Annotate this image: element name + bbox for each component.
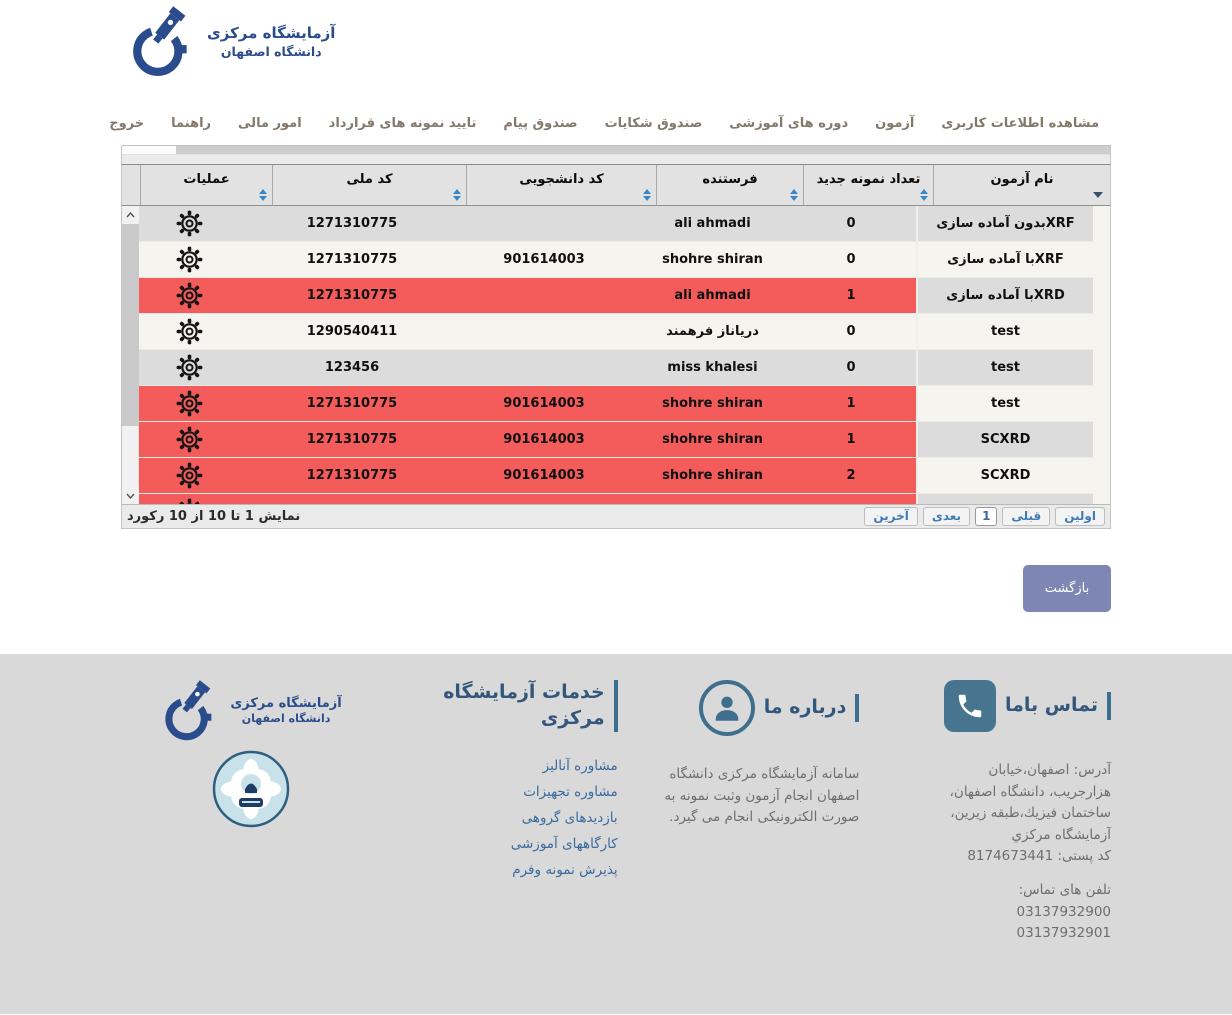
- microscope-icon: [127, 6, 199, 78]
- column-label: فرستنده: [702, 172, 758, 187]
- back-button[interactable]: بازگشت: [1023, 565, 1111, 612]
- nav-menu: [109, 112, 1111, 145]
- cell-student-code: [449, 494, 639, 504]
- samples-table: [121, 145, 1111, 529]
- row-operations-button[interactable]: [123, 386, 255, 421]
- row-operations-button[interactable]: [123, 206, 255, 241]
- table-row: [122, 242, 1093, 278]
- cell-test-name: SCXRD: [916, 458, 1093, 493]
- page-header: [121, 0, 1111, 112]
- person-icon: [699, 680, 755, 736]
- cell-student-code: 901614003: [449, 422, 639, 457]
- pagination-current-page[interactable]: 1: [975, 507, 997, 526]
- nav-item[interactable]: آزمون: [875, 116, 915, 131]
- gear-icon: [176, 354, 203, 381]
- cell-student-code: [449, 314, 639, 349]
- pagination: [864, 507, 1105, 526]
- column-header-operations[interactable]: [140, 165, 272, 205]
- site-logo: [127, 6, 335, 78]
- column-header-national-code[interactable]: [272, 165, 466, 205]
- service-link[interactable]: بازدیدهای گروهی: [521, 810, 618, 826]
- logo-subtitle: دانشگاه اصفهان: [241, 712, 331, 726]
- row-operations-button[interactable]: [123, 350, 255, 385]
- cell-national-code: 123456: [255, 350, 449, 385]
- service-link[interactable]: مشاوره آنالیز: [542, 758, 618, 774]
- table-row: [122, 422, 1093, 458]
- service-link[interactable]: مشاوره تجهیزات: [523, 784, 618, 800]
- pagination-prev-button[interactable]: قبلی: [1002, 507, 1050, 526]
- table-top-strip: [122, 155, 1110, 164]
- horizontal-scrollbar[interactable]: [122, 146, 1110, 155]
- services-heading-label: خدمات آزمایشگاه مرکزی: [443, 681, 605, 729]
- phones-label: تلفن های تماس:: [1018, 881, 1111, 898]
- cell-student-code: 901614003: [449, 386, 639, 421]
- cell-national-code: 1271310775: [255, 278, 449, 313]
- cell-sender: ali ahmadi: [639, 206, 786, 241]
- table-row: [122, 458, 1093, 494]
- cell-national-code: 1271310775: [255, 422, 449, 457]
- table-header-row: [122, 164, 1110, 206]
- cell-national-code: [255, 494, 449, 504]
- logo-title: آزمایشگاه مرکزی: [207, 24, 336, 43]
- nav-item[interactable]: خروج: [109, 116, 145, 131]
- column-label: عملیات: [183, 172, 230, 187]
- column-header-test-name[interactable]: [933, 165, 1110, 205]
- row-operations-button[interactable]: [123, 314, 255, 349]
- pagination-next-button[interactable]: بعدی: [923, 507, 970, 526]
- gear-icon: [176, 282, 203, 309]
- cell-student-code: [449, 206, 639, 241]
- scroll-down-arrow-icon[interactable]: [122, 487, 139, 504]
- cell-new-sample-count: 1: [786, 278, 916, 313]
- cell-sender: shohre shiran: [639, 422, 786, 457]
- table-body: [122, 206, 1110, 504]
- contact-heading-label: تماس باما: [1004, 694, 1098, 717]
- footer-logos-section: [121, 680, 381, 945]
- address-line: آزمایشگاه مركزي: [1011, 826, 1111, 843]
- horizontal-scrollbar-thumb[interactable]: [176, 146, 1110, 154]
- column-header-sender[interactable]: [656, 165, 803, 205]
- sort-arrows-icon[interactable]: [643, 189, 651, 201]
- cell-sender: دریاناز فرهمند: [639, 314, 786, 349]
- table-footer-bar: [122, 504, 1110, 528]
- phone-number: 03137932901: [1016, 925, 1111, 942]
- footer-services-section: [418, 680, 618, 945]
- column-header-student-code[interactable]: [466, 165, 656, 205]
- contact-address: [896, 760, 1111, 868]
- cell-student-code: [449, 350, 639, 385]
- gear-icon: [176, 318, 203, 345]
- cell-new-sample-count: 0: [786, 206, 916, 241]
- site-logo-text: [207, 23, 335, 60]
- footer-logo-text: [230, 695, 341, 727]
- vertical-scrollbar-thumb[interactable]: [122, 224, 139, 426]
- footer-site-logo: [160, 680, 341, 742]
- cell-test-name: SCXRD: [916, 422, 1093, 457]
- address-line: ساختمان فیزیك،طبقه زیرین،: [950, 805, 1111, 822]
- cell-sender: shohre shiran: [639, 458, 786, 493]
- cell-student-code: [449, 278, 639, 313]
- university-seal-icon: [212, 750, 290, 828]
- address-line: هزارجریب، دانشگاه اصفهان،: [949, 783, 1111, 800]
- cell-new-sample-count: [786, 494, 916, 504]
- cell-new-sample-count: 0: [786, 350, 916, 385]
- about-heading: [654, 680, 859, 736]
- heading-bar: [1107, 692, 1111, 720]
- filter-dropdown-icon[interactable]: [1093, 192, 1103, 198]
- service-link[interactable]: کارگاههای آموزشی: [510, 836, 618, 852]
- sort-arrows-icon[interactable]: [790, 189, 798, 201]
- address-line: کد پستی: 8174673441: [967, 848, 1111, 865]
- logo-title: آزمایشگاه مرکزی: [230, 695, 342, 711]
- contact-phones: [896, 880, 1111, 945]
- pagination-first-button[interactable]: اولین: [1055, 507, 1105, 526]
- row-operations-button[interactable]: [123, 278, 255, 313]
- phone-icon: [944, 680, 996, 732]
- gear-icon: [176, 210, 203, 237]
- row-operations-button[interactable]: [123, 242, 255, 277]
- cell-sender: shohre shiran: [639, 242, 786, 277]
- cell-test-name: test: [916, 314, 1093, 349]
- gear-icon: [176, 498, 203, 504]
- cell-sender: [639, 494, 786, 504]
- gear-icon: [176, 390, 203, 417]
- cell-test-name: XRFبا آماده سازی: [916, 242, 1093, 277]
- nav-item[interactable]: راهنما: [171, 116, 212, 131]
- about-heading-label: درباره ما: [763, 696, 847, 719]
- cell-national-code: 1290540411: [255, 314, 449, 349]
- row-operations-button[interactable]: [123, 458, 255, 493]
- footer-about-section: [654, 680, 859, 945]
- nav-item[interactable]: تایید نمونه های قرارداد: [328, 116, 477, 131]
- logo-subtitle: دانشگاه اصفهان: [220, 43, 322, 59]
- cell-new-sample-count: 0: [786, 242, 916, 277]
- heading-bar: [855, 694, 859, 722]
- column-label: کد ملی: [346, 172, 393, 187]
- table-row: [122, 350, 1093, 386]
- cell-new-sample-count: 1: [786, 422, 916, 457]
- column-header-new-sample-count[interactable]: [803, 165, 933, 205]
- column-label: تعداد نمونه جدید: [816, 172, 921, 187]
- cell-national-code: 1271310775: [255, 386, 449, 421]
- cell-new-sample-count: 1: [786, 386, 916, 421]
- microscope-icon: [160, 680, 222, 742]
- column-label: نام آزمون: [990, 172, 1054, 187]
- pagination-last-button[interactable]: آخرین: [864, 507, 918, 526]
- nav-item[interactable]: دوره های آموزشی: [729, 116, 849, 131]
- nav-item[interactable]: صندوق شکایات: [604, 116, 703, 131]
- records-info: نمایش 1 تا 10 از 10 رکورد: [127, 509, 301, 524]
- cell-student-code: 901614003: [449, 242, 639, 277]
- scroll-up-arrow-icon[interactable]: [122, 206, 139, 223]
- sort-arrows-icon[interactable]: [453, 189, 461, 201]
- contact-heading: [896, 680, 1111, 732]
- cell-national-code: 1271310775: [255, 242, 449, 277]
- gear-icon: [176, 426, 203, 453]
- cell-student-code: 901614003: [449, 458, 639, 493]
- cell-test-name: test: [916, 350, 1093, 385]
- services-links: [418, 758, 618, 878]
- page-footer: [0, 654, 1232, 1014]
- row-operations-button[interactable]: [123, 422, 255, 457]
- nav-item[interactable]: امور مالی: [238, 116, 302, 131]
- address-line: آدرس: اصفهان،خیابان: [988, 762, 1111, 778]
- phone-number: 03137932900: [1016, 903, 1111, 920]
- table-row: [122, 386, 1093, 422]
- cell-test-name: [916, 494, 1093, 504]
- vertical-scrollbar[interactable]: [122, 206, 139, 504]
- table-row: [122, 314, 1093, 350]
- cell-national-code: 1271310775: [255, 206, 449, 241]
- nav-item[interactable]: مشاهده اطلاعات کاربری: [941, 116, 1099, 131]
- row-operations-button[interactable]: [123, 494, 255, 504]
- cell-new-sample-count: 2: [786, 458, 916, 493]
- nav-item[interactable]: صندوق پیام: [503, 116, 578, 131]
- cell-new-sample-count: 0: [786, 314, 916, 349]
- footer-contact-section: [896, 680, 1111, 945]
- table-row: [122, 494, 1093, 504]
- cell-national-code: 1271310775: [255, 458, 449, 493]
- cell-sender: shohre shiran: [639, 386, 786, 421]
- service-link[interactable]: پذیرش نمونه وفرم: [512, 862, 618, 878]
- header-scrollbar-gap: [122, 165, 139, 205]
- table-row: [122, 206, 1093, 242]
- gear-icon: [176, 462, 203, 489]
- table-row: [122, 278, 1093, 314]
- cell-test-name: XRDبا آماده سازی: [916, 278, 1093, 313]
- cell-sender: ali ahmadi: [639, 278, 786, 313]
- gear-icon: [176, 246, 203, 273]
- cell-test-name: XRFبدون آماده سازی: [916, 206, 1093, 241]
- about-text: سامانه آزمایشگاه مرکزی دانشگاه اصفهان انجام آزمون وثبت نمونه به صورت الکترونیکی انجام می گیرد.: [664, 766, 860, 826]
- heading-bar: [614, 680, 618, 732]
- cell-sender: miss khalesi: [639, 350, 786, 385]
- cell-test-name: test: [916, 386, 1093, 421]
- services-heading: [418, 680, 618, 732]
- sort-arrows-icon[interactable]: [259, 189, 267, 201]
- sort-arrows-icon[interactable]: [920, 189, 928, 201]
- column-label: کد دانشجویی: [519, 172, 604, 187]
